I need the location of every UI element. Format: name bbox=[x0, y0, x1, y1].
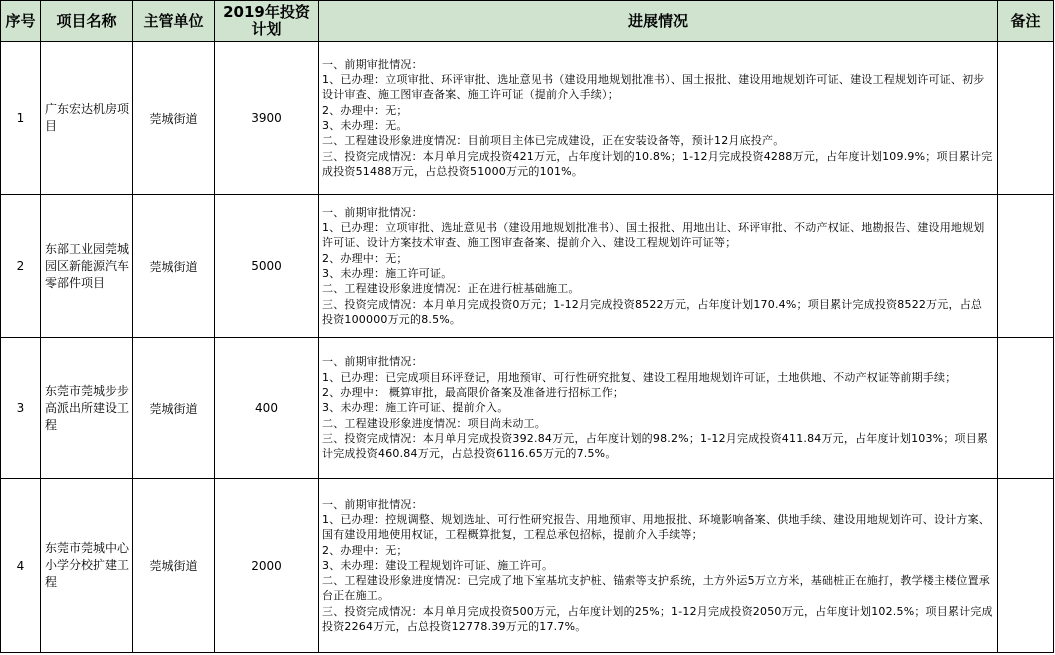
cell-unit: 莞城街道 bbox=[133, 195, 215, 338]
progress-line: 二、工程建设形象进度情况：正在进行桩基础施工。 bbox=[322, 282, 580, 296]
header-plan-label: 2019年投资 计划 bbox=[223, 3, 310, 38]
cell-project-name: 广东宏达机房项目 bbox=[41, 42, 133, 195]
cell-project-name: 东部工业园莞城园区新能源汽车零部件项目 bbox=[41, 195, 133, 338]
cell-plan: 2000 bbox=[215, 479, 319, 653]
cell-seq: 4 bbox=[1, 479, 41, 653]
progress-line: 1、已办理：立项审批、环评审批、选址意见书（建设用地规划批准书）、国土报批、建设用地规划许可证、建设工程规划许可证、初步设计审查、施工图审查备案、施工许可证（提前介入手续）； bbox=[322, 73, 985, 102]
header-progress: 进展情况 bbox=[319, 1, 998, 42]
cell-plan: 5000 bbox=[215, 195, 319, 338]
cell-seq: 3 bbox=[1, 338, 41, 479]
progress-line: 3、未办理：施工许可证。 bbox=[322, 267, 453, 280]
progress-line: 一、前期审批情况： bbox=[322, 355, 423, 369]
progress-line: 1、已办理：控规调整、规划选址、可行性研究报告、用地预审、用地报批、环境影响备案、供地手续、建设用地规划许可、设计方案、国有建设用地使用权证，工程概算批复，工程总承包招标，提前介入手续等； bbox=[322, 512, 990, 542]
table-row bbox=[1, 479, 1054, 653]
progress-line: 3、未办理：建设工程规划许可证、施工许可。 bbox=[322, 558, 554, 572]
progress-line: 二、工程建设形象进度情况：目前项目主体已完成建设，正在安装设备等，预计12月底投产。 bbox=[322, 134, 785, 148]
header-plan bbox=[215, 1, 319, 42]
progress-line: 一、前期审批情况： bbox=[322, 57, 423, 71]
progress-line: 二、工程建设形象进度情况：项目尚未动工。 bbox=[322, 416, 546, 430]
progress-line: 一、前期审批情况： bbox=[322, 497, 423, 511]
header-row bbox=[1, 1, 1054, 42]
cell-note bbox=[998, 42, 1054, 195]
header-unit: 主管单位 bbox=[133, 1, 215, 42]
header-project-name: 项目名称 bbox=[41, 1, 133, 42]
cell-project-name: 东莞市莞城中心小学分校扩建工程 bbox=[41, 479, 133, 653]
header-seq: 序号 bbox=[1, 1, 41, 42]
cell-plan: 3900 bbox=[215, 42, 319, 195]
table-row bbox=[1, 195, 1054, 338]
progress-line: 1、已办理：已完成项目环评登记，用地预审、可行性研究批复、建设工程用地规划许可证，土地供地、不动产权证等前期手续； bbox=[322, 370, 957, 384]
progress-line: 1、已办理：立项审批、选址意见书（建设用地规划批准书）、国土报批、用地出让、环评审批、不动产权证、地勘报告、建设用地规划许可证、设计方案技术审查、施工图审查备案、提前介入、建设工程规划许可证等； bbox=[322, 221, 985, 250]
table-row bbox=[1, 42, 1054, 195]
progress-line: 2、办理中： 概算审批，最高限价备案及准备进行招标工作； bbox=[322, 386, 625, 400]
cell-note bbox=[998, 338, 1054, 479]
cell-note bbox=[998, 195, 1054, 338]
cell-seq: 2 bbox=[1, 195, 41, 338]
progress-line: 三、投资完成情况：本月单月完成投资0万元；1-12月完成投资8522万元，占年度计划170.4%；项目累计完成投资8522万元，占总投资100000万元的8.5%。 bbox=[322, 297, 983, 326]
table-row bbox=[1, 338, 1054, 479]
cell-progress bbox=[319, 195, 998, 338]
cell-progress bbox=[319, 338, 998, 479]
cell-plan: 400 bbox=[215, 338, 319, 479]
cell-progress bbox=[319, 42, 998, 195]
progress-line: 三、投资完成情况：本月单月完成投资421万元，占年度计划的10.8%；1-12月完成投资4288万元，占年度计划109.9%；项目累计完成投资51488万元，占总投资51000万元的101%。 bbox=[322, 149, 993, 178]
cell-note bbox=[998, 479, 1054, 653]
progress-line: 一、前期审批情况： bbox=[322, 205, 423, 219]
progress-line: 三、投资完成情况：本月单月完成投资392.84万元，占年度计划的98.2%；1-12月完成投资411.84万元，占年度计划103%；项目累计完成投资460.84万元，占总投资6116.65万元的7.5%。 bbox=[322, 431, 989, 461]
progress-line: 2、办理中：无； bbox=[322, 103, 408, 117]
header-note: 备注 bbox=[998, 1, 1054, 42]
cell-unit: 莞城街道 bbox=[133, 42, 215, 195]
progress-line: 二、工程建设形象进度情况：已完成了地下室基坑支护桩、锚索等支护系统，土方外运5万立方米，基础桩正在施打，教学楼主楼位置承台正在施工。 bbox=[322, 574, 990, 603]
progress-line: 2、办理中：无； bbox=[322, 543, 408, 557]
progress-line: 三、投资完成情况：本月单月完成投资500万元，占年度计划的25%；1-12月完成投资2050万元，占年度计划102.5%；项目累计完成投资2264万元，占总投资12778.39万元的17.7%。 bbox=[322, 604, 993, 634]
cell-project-name: 东莞市莞城步步高派出所建设工程 bbox=[41, 338, 133, 479]
cell-seq: 1 bbox=[1, 42, 41, 195]
cell-unit: 莞城街道 bbox=[133, 338, 215, 479]
progress-line: 3、未办理：无。 bbox=[322, 119, 408, 132]
progress-line: 2、办理中：无； bbox=[322, 251, 408, 265]
progress-line: 3、未办理：施工许可证、提前介入。 bbox=[322, 401, 509, 415]
cell-unit: 莞城街道 bbox=[133, 479, 215, 653]
cell-progress bbox=[319, 479, 998, 653]
